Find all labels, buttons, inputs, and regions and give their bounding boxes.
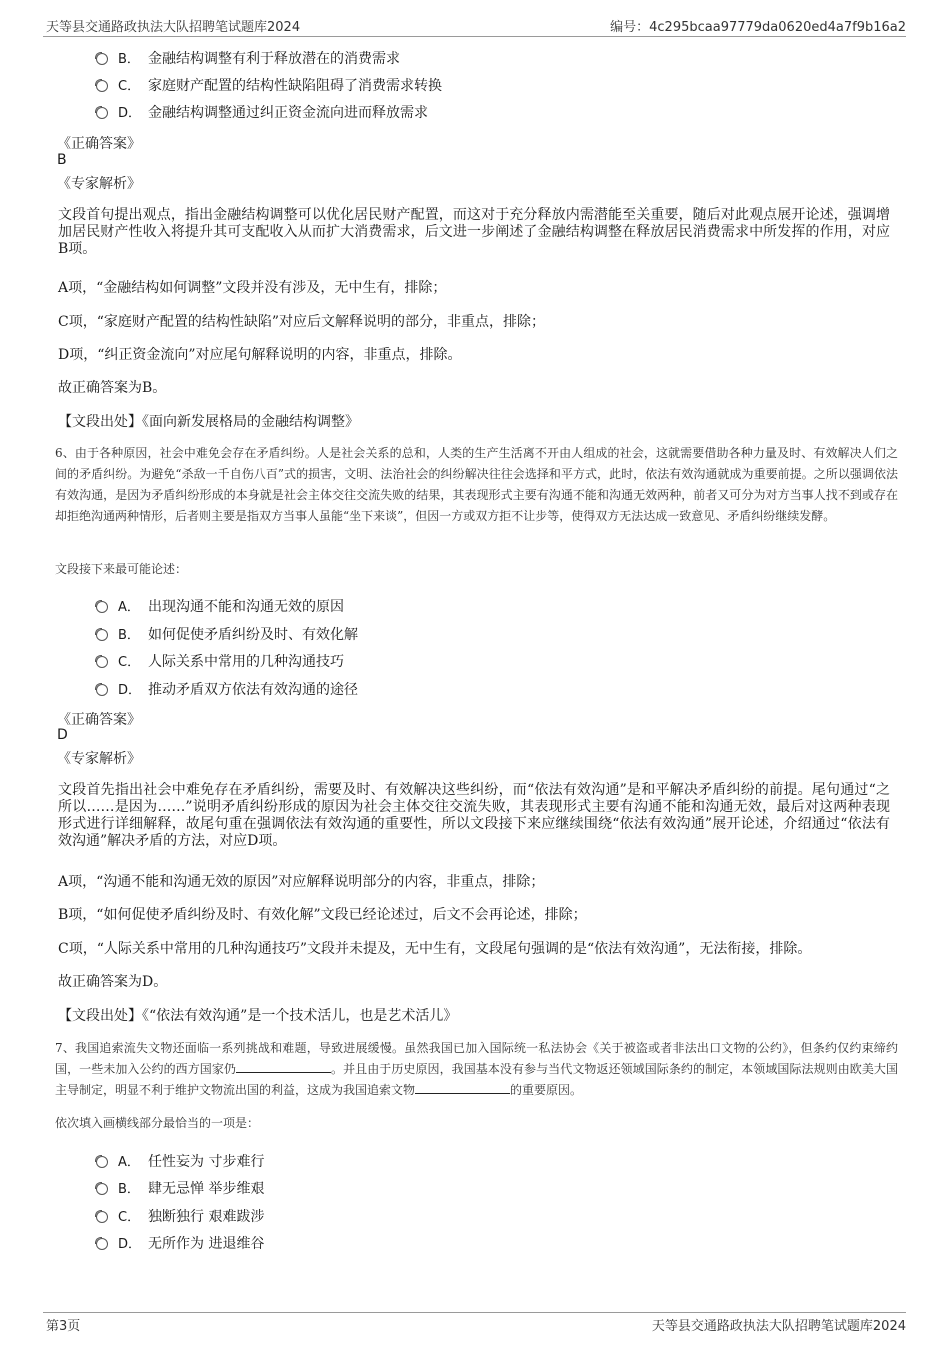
- analysis-label: 《专家解析》: [57, 751, 141, 767]
- option-text: 家庭财产配置的结构性缺陷阻碍了消费需求转换: [148, 78, 442, 94]
- radio-icon[interactable]: [96, 1211, 108, 1223]
- analysis-item: C项，“家庭财产配置的结构性缺陷”对应后文解释说明的部分，非重点，排除；: [58, 314, 546, 330]
- radio-icon[interactable]: [96, 107, 108, 119]
- radio-icon[interactable]: [96, 601, 108, 613]
- option-text: 出现沟通不能和沟通无效的原因: [148, 599, 344, 615]
- analysis-item: C项，“人际关系中常用的几种沟通技巧”文段并未提及，无中生有，文段尾句强调的是“依法有效沟通”，无法衔接，排除。: [58, 941, 812, 957]
- fill-blank-1[interactable]: [236, 1060, 331, 1073]
- correct-answer: B: [57, 152, 67, 168]
- document-code: 编号：4c295bcaa97779da0620ed4a7f9b16a2: [610, 20, 906, 35]
- option-text: 金融结构调整有利于释放潜在的消费需求: [148, 51, 400, 67]
- correct-answer: D: [57, 727, 68, 743]
- footer-title: 天等县交通路政执法大队招聘笔试题库2024: [651, 1319, 906, 1334]
- analysis-label: 《专家解析》: [57, 176, 141, 192]
- option-text: 肆无忌惮 举步维艰: [148, 1181, 265, 1197]
- radio-icon[interactable]: [96, 684, 108, 696]
- option-text: 任性妄为 寸步难行: [148, 1154, 265, 1170]
- option-text: 推动矛盾双方依法有效沟通的途径: [148, 682, 358, 698]
- radio-icon[interactable]: [96, 629, 108, 641]
- radio-icon[interactable]: [96, 80, 108, 92]
- source-line: 【文段出处】《面向新发展格局的金融结构调整》: [58, 414, 359, 430]
- analysis-text: 文段首先指出社会中难免存在矛盾纠纷，需要及时、有效解决这些纠纷，而“依法有效沟通”是和平解决矛盾纠纷的前提。尾句通过“之所以……是因为……”说明矛盾纠纷形成的原因为社会主体交往交流失败，其表现形式主要有沟通不能和沟通无效，最后对这两种表现形式进行详细解释，故尾句重在强调依法有效沟通的重要性，所以文段接下来应继续围绕“依法有效沟通”展开论述，介绍通过“依法有效沟通”解决矛盾的方法，对应D项。: [58, 782, 890, 849]
- question-prompt: 依次填入画横线部分最恰当的一项是：: [55, 1116, 260, 1130]
- radio-icon[interactable]: [96, 656, 108, 668]
- header-title: 天等县交通路政执法大队招聘笔试题库2024: [46, 20, 301, 35]
- analysis-conclusion: 故正确答案为B。: [58, 380, 167, 396]
- analysis-item: D项，“纠正资金流向”对应尾句解释说明的内容，非重点，排除。: [58, 347, 462, 363]
- analysis-text: 文段首句提出观点，指出金融结构调整可以优化居民财产配置，而这对于充分释放内需潜能至关重要，随后对此观点展开论述，强调增加居民财产性收入将提升其可支配收入从而扩大消费需求，后文进一步阐述了金融结构调整在释放居民消费需求中所发挥的作用，对应B项。: [58, 207, 890, 257]
- fill-blank-2[interactable]: [415, 1081, 510, 1094]
- option-text: 无所作为 进退维谷: [148, 1236, 265, 1252]
- page-number: 第3页: [46, 1319, 81, 1334]
- option-text: 如何促使矛盾纠纷及时、有效化解: [148, 627, 358, 643]
- option-text: 金融结构调整通过纠正资金流向进而释放需求: [148, 105, 428, 121]
- question-prompt: 文段接下来最可能论述：: [55, 562, 188, 576]
- question-stem: 6、由于各种原因，社会中难免会存在矛盾纠纷。人是社会关系的总和，人类的生产生活离不开由人组成的社会，这就需要借助各种力量及时、有效解决人们之间的矛盾纠纷。为避免“杀敌一千自伤八百”式的损害，文明、法治社会的纠纷解决往往会选择和平方式，此时，依法有效沟通就成为重要前提。之所以强调依法有效沟通，是因为矛盾纠纷形成的本身就是社会主体交往交流失败的结果，其表现形式主要有沟通不能和沟通无效两种，前者又可分为对方当事人找不到或存在却拒绝沟通两种情形，后者则主要是指双方当事人虽能“坐下来谈”，但因一方或双方拒不让步等，使得双方无法达成一致意见、矛盾纠纷继续发酵。: [55, 446, 898, 523]
- analysis-conclusion: 故正确答案为D。: [58, 974, 168, 990]
- analysis-item: A项，“沟通不能和沟通无效的原因”对应解释说明部分的内容，非重点，排除；: [58, 874, 545, 890]
- page-header: [43, 14, 906, 37]
- page-footer: [43, 1312, 906, 1335]
- analysis-item: B项，“如何促使矛盾纠纷及时、有效化解”文段已经论述过，后文不会再论述，排除；: [58, 907, 587, 923]
- radio-icon[interactable]: [96, 1156, 108, 1168]
- radio-icon[interactable]: [96, 1183, 108, 1195]
- source-line: 【文段出处】《“依法有效沟通”是一个技术活儿，也是艺术活儿》: [58, 1008, 458, 1024]
- radio-icon[interactable]: [96, 53, 108, 65]
- question-stem: 7、我国追索流失文物还面临一系列挑战和难题，导致进展缓慢。虽然我国已加入国际统一私法协会《关于被盗或者非法出口文物的公约》，但条约仅约束缔约国，一些未加入公约的西方国家仍 。并且由于历史原因，我国基本没有参与当代文物返还领域国际条约的制定，本领域国际法规则由欧美大国主导制定，明显不利于维护文物流出国的利益，这成为我国追索文物 的重要原因。: [55, 1041, 898, 1097]
- answer-label: 《正确答案》: [57, 136, 141, 152]
- radio-icon[interactable]: [96, 1238, 108, 1250]
- analysis-item: A项，“金融结构如何调整”文段并没有涉及，无中生有，排除；: [58, 280, 447, 296]
- option-text: 人际关系中常用的几种沟通技巧: [148, 654, 344, 670]
- answer-label: 《正确答案》: [57, 712, 141, 728]
- option-text: 独断独行 艰难跋涉: [148, 1209, 265, 1225]
